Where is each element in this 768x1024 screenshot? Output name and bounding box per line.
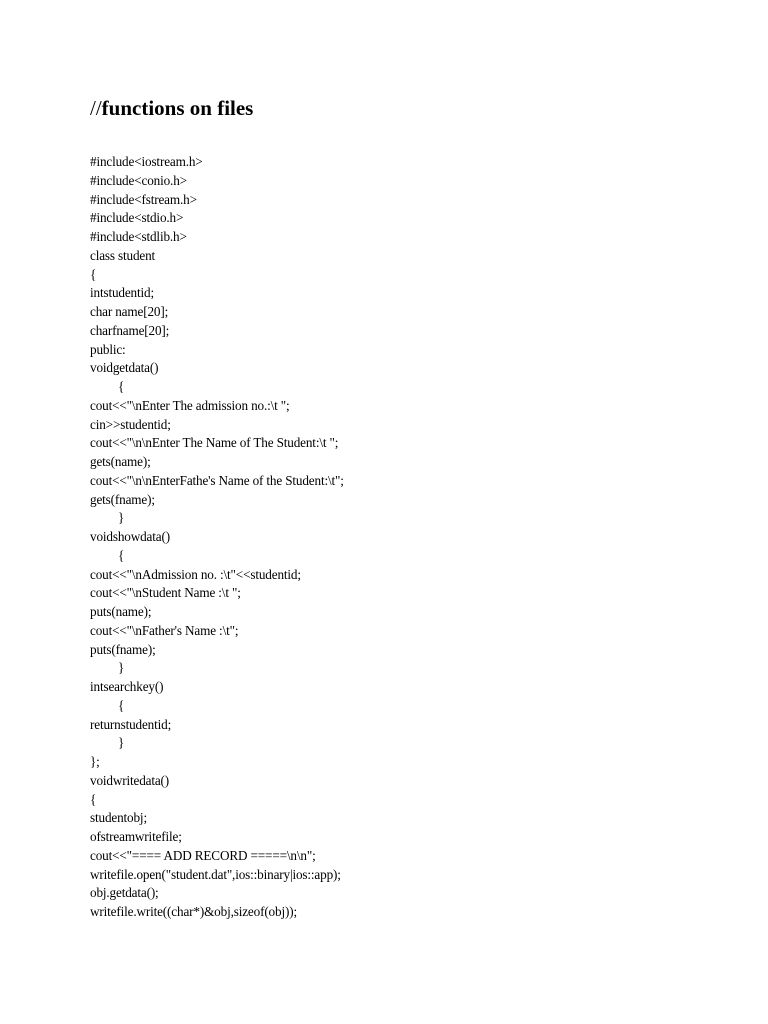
code-line: puts(name); bbox=[90, 604, 152, 619]
code-line: } bbox=[118, 510, 125, 526]
title-comment-prefix: // bbox=[90, 96, 102, 120]
code-line: char name[20]; bbox=[90, 304, 169, 319]
code-line: { bbox=[118, 697, 125, 713]
code-line: class student bbox=[90, 247, 156, 263]
code-line: cin>>studentid; bbox=[90, 416, 171, 432]
code-line: cout<<"\nAdmission no. :\t"<<studentid; bbox=[90, 566, 301, 582]
code-line: voidshowdata() bbox=[90, 529, 170, 544]
code-line: public: bbox=[90, 341, 126, 357]
code-line: gets(fname); bbox=[90, 491, 155, 507]
document-title bbox=[90, 94, 253, 122]
code-line: intsearchkey() bbox=[90, 679, 164, 694]
code-line: } bbox=[118, 660, 125, 676]
code-line: } bbox=[118, 735, 125, 751]
code-line: #include<iostream.h> bbox=[90, 154, 203, 169]
code-line: puts(fname); bbox=[90, 641, 156, 657]
code-line: charfname[20]; bbox=[90, 322, 170, 338]
code-line: #include<fstream.h> bbox=[90, 191, 197, 207]
code-line: cout<<"\n\nEnterFathe's Name of the Student:\t"; bbox=[90, 472, 344, 488]
code-line: #include<conio.h> bbox=[90, 172, 187, 188]
code-line: gets(name); bbox=[90, 454, 151, 469]
code-line: intstudentid; bbox=[90, 285, 154, 301]
code-line: cout<<"\nStudent Name :\t "; bbox=[90, 585, 241, 601]
code-line: voidwritedata() bbox=[90, 772, 170, 788]
code-line: cout<<"\nEnter The admission no.:\t "; bbox=[90, 397, 290, 413]
code-line: #include<stdlib.h> bbox=[90, 229, 187, 244]
code-line: ofstreamwritefile; bbox=[90, 829, 182, 844]
code-line: studentobj; bbox=[90, 810, 147, 826]
code-line: cout<<"\nFather's Name :\t"; bbox=[90, 622, 239, 638]
code-line: voidgetdata() bbox=[90, 360, 159, 376]
code-line: writefile.open("student.dat",ios::binary|ios::app); bbox=[90, 866, 341, 882]
title-text: functions on files bbox=[101, 96, 254, 120]
code-line: cout<<"==== ADD RECORD =====\n\n"; bbox=[90, 847, 316, 863]
code-line: writefile.write((char*)&obj,sizeof(obj)); bbox=[90, 904, 297, 919]
code-line: #include<stdio.h> bbox=[90, 210, 184, 226]
code-line: { bbox=[90, 791, 97, 807]
code-line: obj.getdata(); bbox=[90, 885, 159, 901]
code-line: cout<<"\n\nEnter The Name of The Student:\t "; bbox=[90, 435, 339, 451]
code-block bbox=[90, 153, 730, 922]
code-line: { bbox=[118, 547, 125, 563]
code-line: }; bbox=[90, 754, 100, 769]
code-line: { bbox=[90, 266, 97, 282]
code-line: returnstudentid; bbox=[90, 716, 172, 732]
code-line: { bbox=[118, 379, 125, 394]
